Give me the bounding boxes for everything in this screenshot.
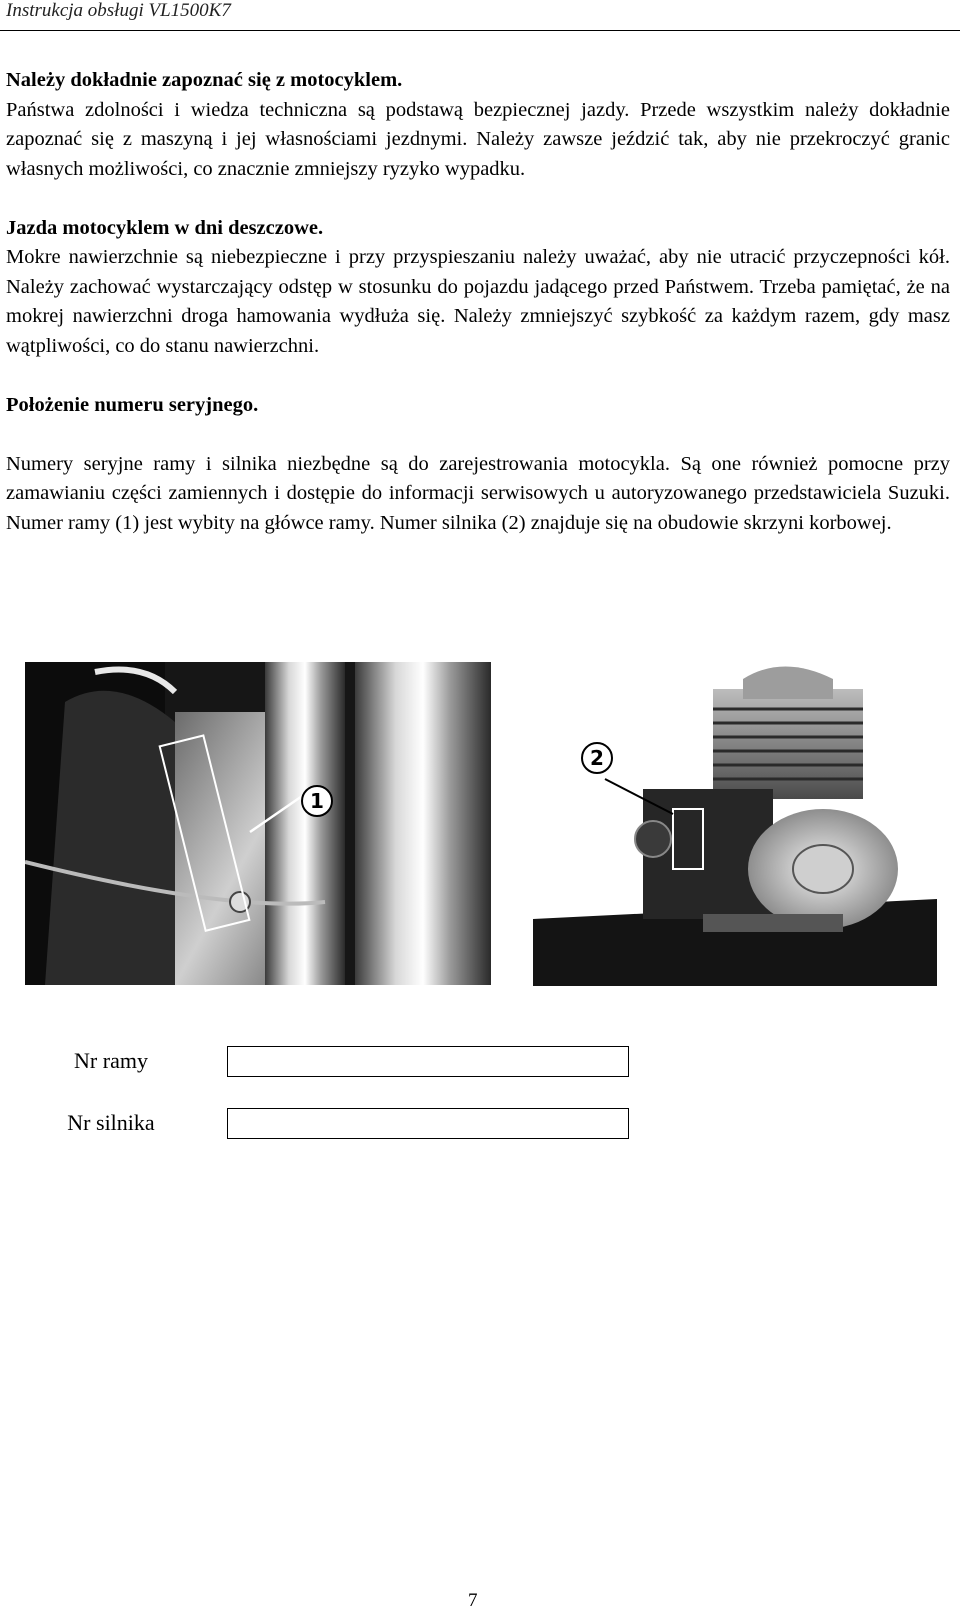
page-number: 7 [468,1590,478,1611]
section-body-serial-location: Numery seryjne ramy i silnika niezbędne są do zarejestrowania motocykla. Są one również pomocne przy zamawianiu części zamiennych i dostępie do informacji serwisowych u autoryzowanego przedstawiciela Suzuki. Numer ramy (1) jest wybity na główce ramy. Numer silnika (2) znajduje się na obudowie skrzyni korbowej. [6,452,950,534]
section-body-familiarize: Państwa zdolności i wiedza techniczna są podstawą bezpiecznej jazdy. Przede wszystkim należy dokładnie zapoznać się z maszyną i jej własnościami jezdnymi. Należy zawsze jeździć tak, aby nie przekroczyć granic własnych możliwości, co znacznie zmniejszy ryzyko wypadku. [6,98,950,180]
engine-number-photo [533,659,937,986]
frame-number-photo [25,662,491,985]
engine-number-callout: 2 [581,742,613,774]
document-title: Instrukcja obsługi VL1500K7 [6,0,231,21]
engine-number-row [0,1108,960,1142]
engine-number-field[interactable] [227,1108,629,1139]
header-divider [0,30,960,31]
engine-number-label: Nr silnika [67,1110,155,1135]
main-content [6,66,950,538]
frame-number-callout: 1 [301,785,333,817]
frame-number-row [0,1046,960,1080]
section-heading-familiarize: Należy dokładnie zapoznać się z motocyklem. [6,69,403,91]
section-heading-rain-riding: Jazda motocyklem w dni deszczowe. [6,216,324,239]
section-body-rain-riding: Mokre nawierzchnie są niebezpieczne i przy przyspieszaniu należy uważać, aby nie utracić przyczepności kół. Należy zachować wystarczający odstęp w stosunku do pojazdu jadącego przed Państwem. Trzeba pamiętać, że na mokrej nawierzchni droga hamowania wydłuża się. Należy zmniejszyć szybkość za każdym razem, gdy masz wątpliwości, co do stanu nawierzchni. [6,246,950,357]
section-heading-serial-location: Położenie numeru seryjnego. [6,393,259,416]
frame-number-field[interactable] [227,1046,629,1077]
frame-number-label: Nr ramy [74,1048,148,1073]
